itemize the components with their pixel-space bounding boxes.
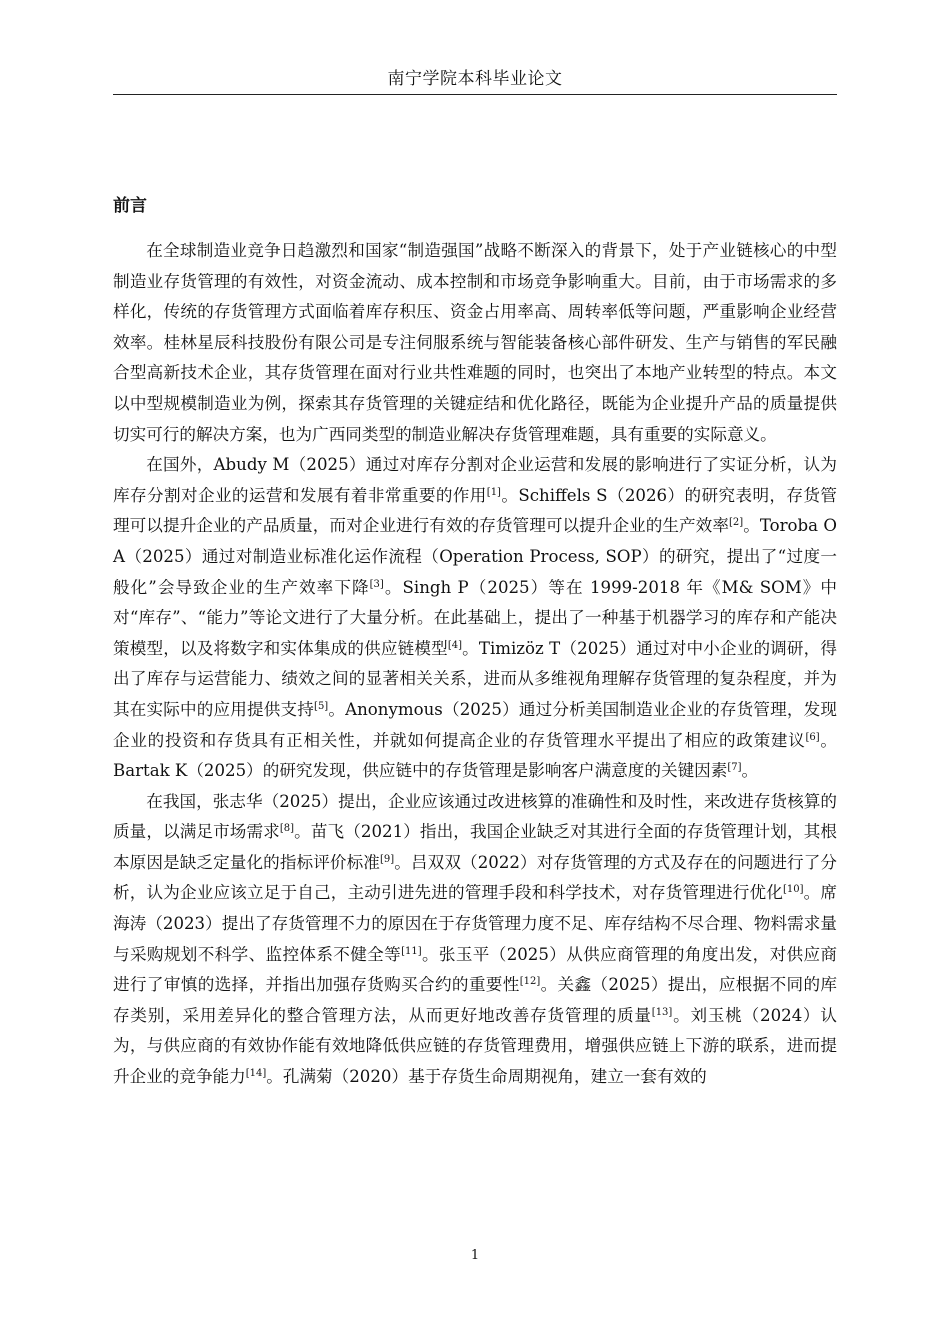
text-run: 。席海涛（2023）提出了存货管理不力的原因在于存货管理力度不足、库存结构不尽合理、物料需求量与采购规划不科学、监控体系不健全等: [113, 883, 837, 964]
text-run: 在我国，张志华（2025）提出，企业应该通过改进核算的准确性和及时性，来改进存货核算的质量，以满足市场需求: [113, 791, 837, 842]
text-run: 。Timizöz T（2025）通过对中小企业的调研，得出了库存与运营能力、绩效之间的显著相关关系，进而从多维视角理解存货管理的复杂程度，并为其在实际中的应用提供支持: [113, 638, 837, 719]
citation-ref: [12]: [519, 976, 541, 988]
citation-ref: [3]: [369, 578, 384, 590]
text-run: 。Schiffels S（2026）的研究表明，存货管理可以提升企业的产品质量，而对企业进行有效的存货管理可以提升企业的生产效率: [113, 485, 838, 536]
text-run: 。Toroba O A（2025）通过对制造业标准化运作流程（Operation Process, SOP）的研究，提出了“过度一般化”会导致企业的生产效率下降: [113, 516, 837, 597]
text-run: 。张玉平（2025）从供应商管理的角度出发，对供应商进行了审慎的选择，并指出加强存货购买合约的重要性: [113, 944, 837, 995]
citation-ref: [4]: [447, 639, 462, 651]
paragraph-background: [113, 236, 837, 450]
header-rule: [113, 94, 837, 95]
paragraph-foreign-research: [113, 450, 837, 787]
body-text: [113, 236, 837, 1093]
citation-ref: [6]: [805, 731, 820, 743]
citation-ref: [8]: [279, 823, 295, 835]
citation-ref: [9]: [380, 853, 395, 865]
text-run: 。吕双双（2022）对存货管理的方式及存在的问题进行了分析，认为企业应该立足于自己，主动引进先进的管理手段和科学技术，对存货管理进行优化: [113, 852, 837, 903]
text-run: 。苗飞（2021）指出，我国企业缺乏对其进行全面的存货管理计划，其根本原因是缺乏定量化的指标评价标准: [113, 822, 837, 872]
text-run: 。孔满菊（2020）基于存货生命周期视角，建立一套有效的: [266, 1067, 707, 1087]
citation-ref: [10]: [782, 884, 804, 896]
text-run: 。关鑫（2025）提出，应根据不同的库存类别，采用差异化的整合管理方法，从而更好地改善存货管理的质量: [113, 975, 838, 1025]
citation-ref: [7]: [727, 762, 742, 774]
text-run: 在国外，Abudy M（2025）通过对库存分割对企业运营和发展的影响进行了实证分析，认为库存分割对企业的运营和发展有着非常重要的作用: [113, 455, 837, 505]
text-run: 在全球制造业竞争日趋激烈和国家“制造强国”战略不断深入的背景下，处于产业链核心的中型制造业存货管理的有效性，对资金流动、成本控制和市场竞争影响重大。目前，由于市场需求的多样化，传统的存货管理方式面临着库存积压、资金占用率高、周转率低等问题，严重影响企业经营效率。桂林星辰科技股份有限公司是专注伺服系统与智能装备核心部件研发、生产与销售的军民融合型高新技术企业，其存货管理在面对行业共性难题的同时，也突出了本地产业转型的特点。本文以中型规模制造业为例，探索其存货管理的关键症结和优化路径，既能为企业提升产品的质量提供切实可行的解决方案，也为广西同类型的制造业解决存货管理难题，具有重要的实际意义。: [113, 241, 837, 444]
page-number: 1: [470, 1248, 480, 1263]
section-title: 前言: [113, 196, 147, 216]
citation-ref: [2]: [728, 517, 744, 529]
text-run: 。刘玉桃（2024）认为，与供应商的有效协作能有效地降低供应链的存货管理费用，增强供应链上下游的联系，进而提升企业的竞争能力: [113, 1005, 838, 1087]
text-run: 。Singh P（2025）等在 1999-2018 年《M& SOM》中对“库存”、“能力”等论文进行了大量分析。在此基础上，提出了一种基于机器学习的库存和产能决策模型，以及将数字和实体集成的供应链模型: [113, 577, 837, 658]
citation-ref: [5]: [314, 700, 329, 712]
citation-ref: [1]: [486, 486, 501, 498]
citation-ref: [14]: [245, 1068, 267, 1080]
citation-ref: [11]: [401, 945, 422, 957]
citation-ref: [13]: [651, 1006, 673, 1018]
text-run: 。Bartak K（2025）的研究发现，供应链中的存货管理是影响客户满意度的关键因素: [113, 730, 838, 781]
paragraph-domestic-research: [113, 787, 837, 1093]
running-header: 南宁学院本科毕业论文: [387, 69, 563, 89]
text-run: 。: [741, 761, 759, 781]
text-run: 。Anonymous（2025）通过分析美国制造业企业的存货管理，发现企业的投资和存货具有正相关性，并就如何提高企业的存货管理水平提出了相应的政策建议: [113, 699, 837, 750]
